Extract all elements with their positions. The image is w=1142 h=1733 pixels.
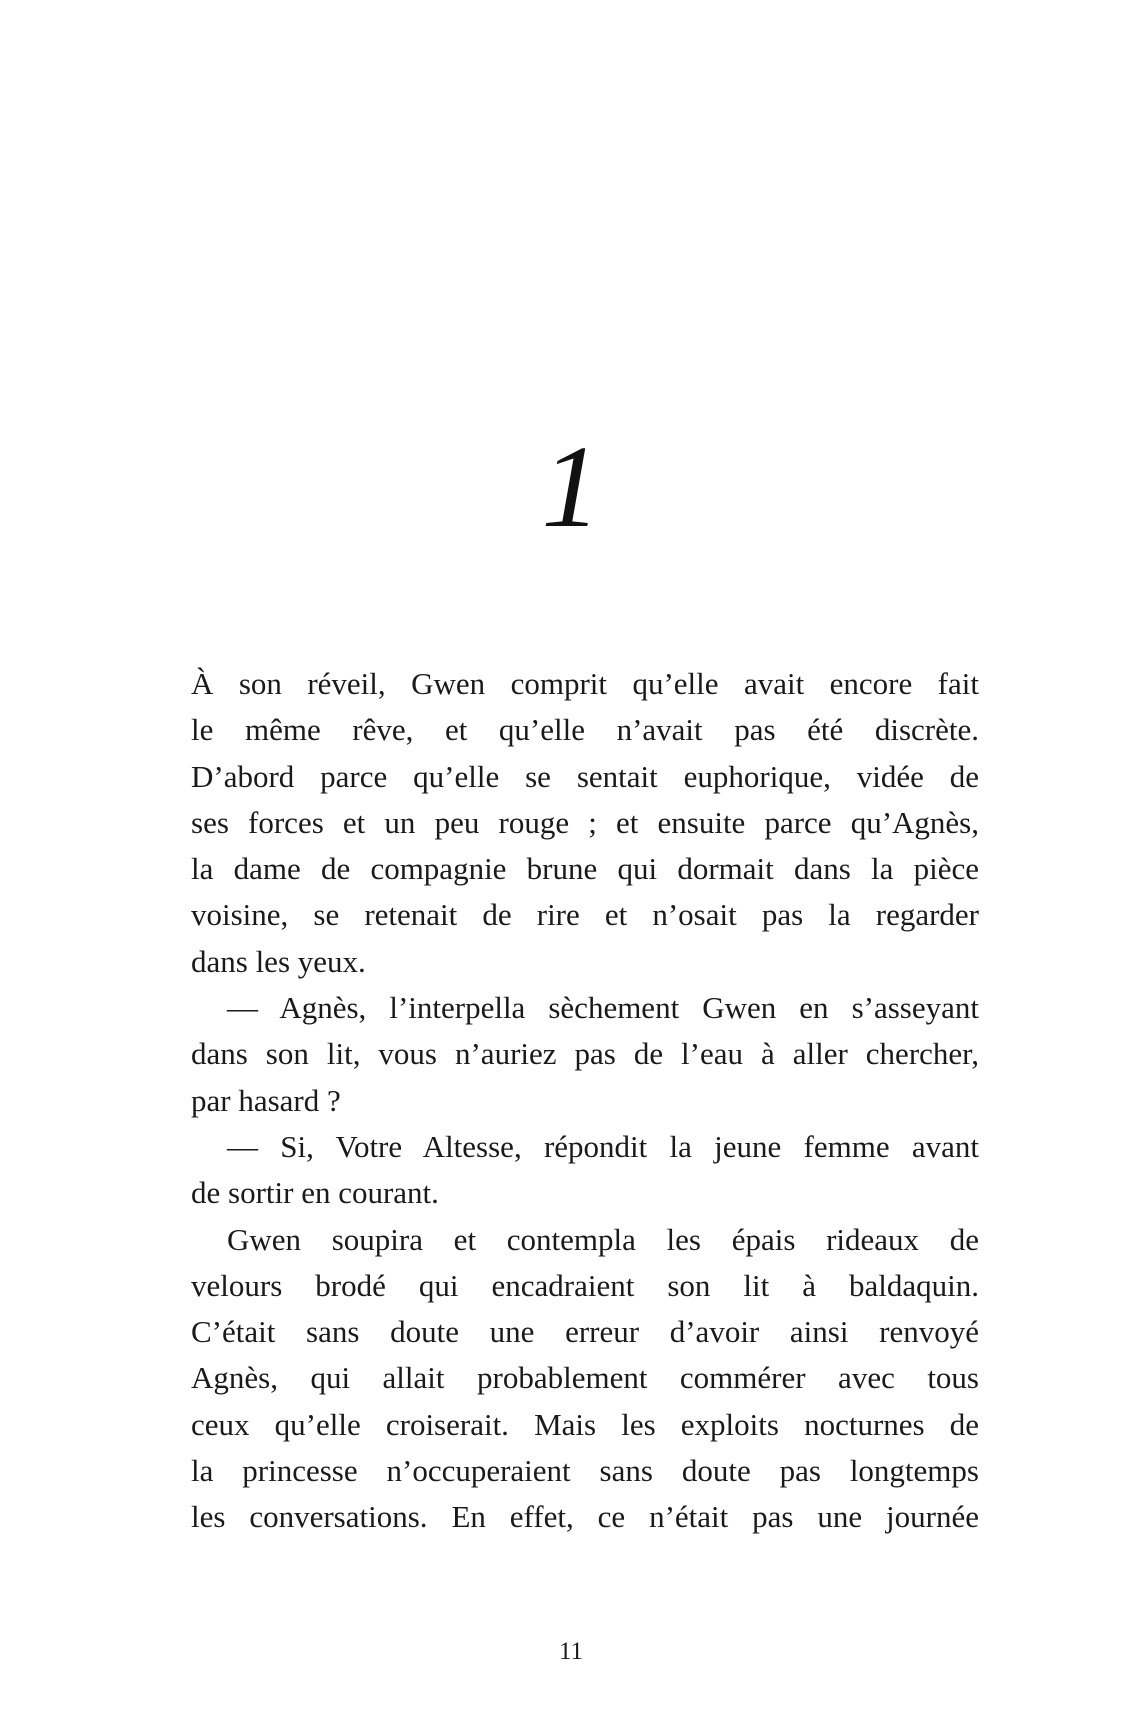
text-line: par hasard ? bbox=[191, 1082, 341, 1118]
text-line: ses forces et un peu rouge ; et ensuite parce qu’Agnès, bbox=[191, 804, 979, 840]
text-line: Agnès, qui allait probablement commérer avec tous bbox=[191, 1360, 979, 1396]
text-line: D’abord parce qu’elle se sentait euphorique, vidée de bbox=[191, 758, 979, 794]
text-line: voisine, se retenait de rire et n’osait pas la regarder bbox=[191, 897, 979, 933]
text-line: velours brodé qui encadraient son lit à baldaquin. bbox=[191, 1267, 979, 1303]
text-line: ceux qu’elle croiserait. Mais les exploits nocturnes de bbox=[191, 1406, 979, 1442]
text-line: de sortir en courant. bbox=[191, 1175, 439, 1211]
paragraph bbox=[191, 1217, 979, 1541]
text-line: la princesse n’occuperaient sans doute pas longtemps bbox=[191, 1453, 979, 1489]
text-line: les conversations. En effet, ce n’était pas une journée bbox=[191, 1499, 979, 1535]
text-line: À son réveil, Gwen comprit qu’elle avait encore fait bbox=[191, 666, 979, 701]
page-number: 11 bbox=[558, 1638, 584, 1665]
paragraph bbox=[191, 661, 979, 985]
chapter-number: 1 bbox=[541, 421, 601, 552]
text-line: le même rêve, et qu’elle n’avait pas été discrète. bbox=[191, 712, 979, 748]
text-line: C’était sans doute une erreur d’avoir ainsi renvoyé bbox=[191, 1314, 979, 1350]
paragraph bbox=[191, 1124, 979, 1217]
text-line: Gwen soupira et contempla les épais rideaux de bbox=[227, 1221, 979, 1257]
text-line: dans les yeux. bbox=[191, 943, 366, 979]
text-line: — Agnès, l’interpella sèchement Gwen en s’asseyant bbox=[227, 990, 979, 1026]
text-line: dans son lit, vous n’auriez pas de l’eau à aller chercher, bbox=[191, 1036, 979, 1072]
text-line: — Si, Votre Altesse, répondit la jeune femme avant bbox=[227, 1128, 979, 1164]
paragraph bbox=[191, 985, 979, 1124]
text-line: la dame de compagnie brune qui dormait dans la pièce bbox=[191, 851, 979, 887]
body-text bbox=[191, 661, 979, 1541]
